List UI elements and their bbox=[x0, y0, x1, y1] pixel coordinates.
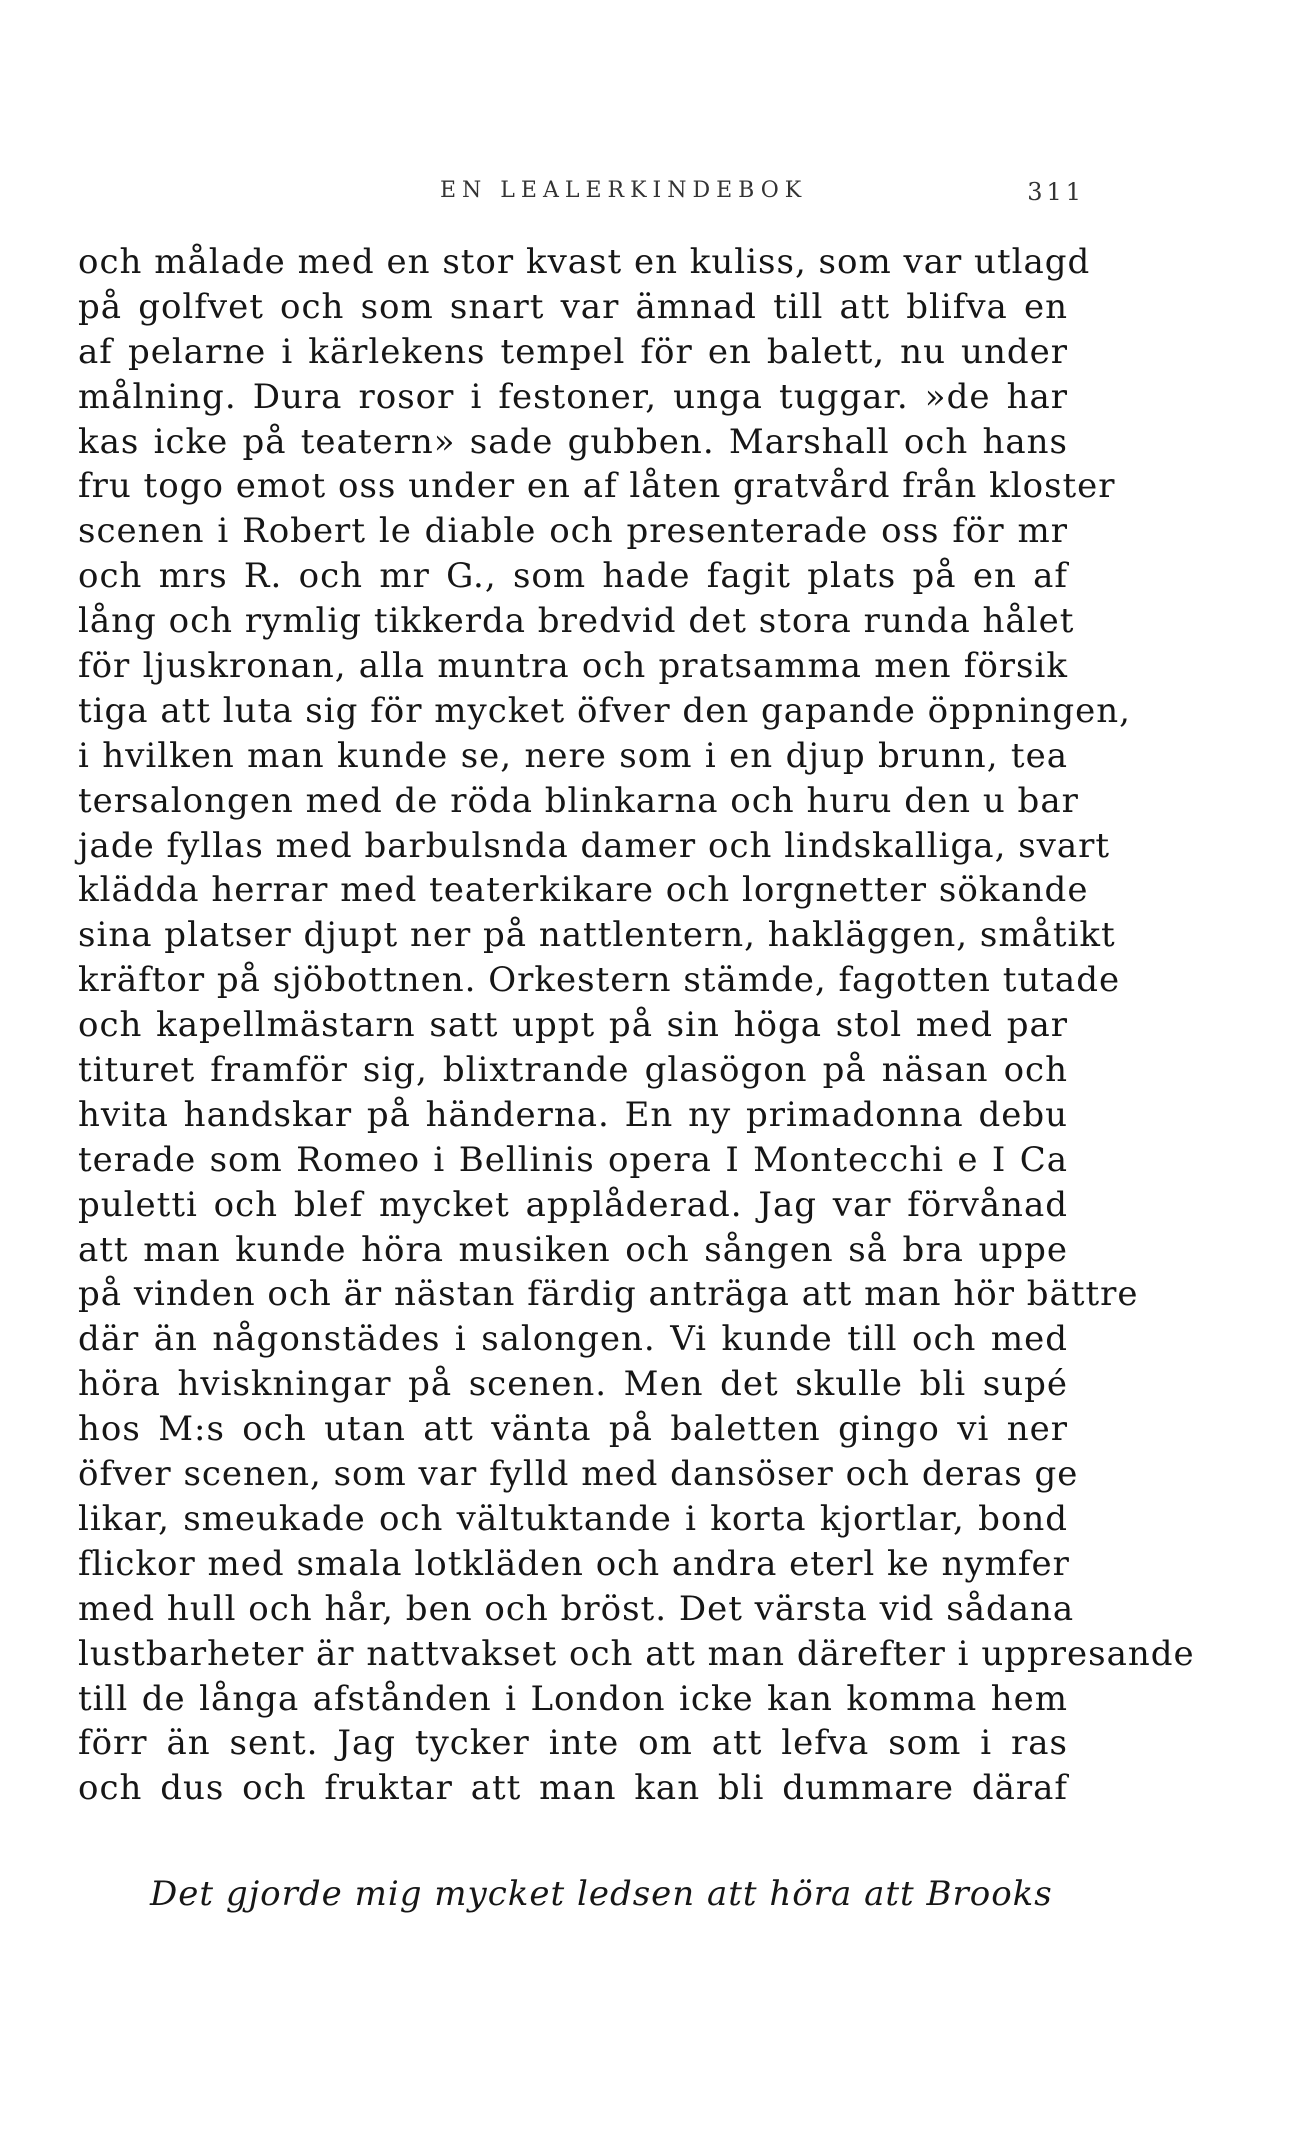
text-line: tersalongen med de röda blinkarna och huru den u bar bbox=[78, 780, 1079, 821]
text-line: tituret framför sig, blixtrande glasögon på näsan och bbox=[78, 1050, 1068, 1091]
text-line: puletti och blef mycket applåderad. Jag var förvånad bbox=[78, 1184, 1068, 1225]
text-line: och mrs R. och mr G., som hade fagit plats på en af bbox=[78, 556, 1068, 597]
text-line: målning. Dura rosor i festoner, unga tuggar. »de har bbox=[78, 376, 1068, 417]
text-line: öfver scenen, som var fylld med dansöser och deras ge bbox=[78, 1454, 1079, 1495]
text-line: på vinden och är nästan färdig anträga att man hör bättre bbox=[78, 1274, 1139, 1315]
text-line: hvita handskar på händerna. En ny primadonna debu bbox=[78, 1094, 1068, 1135]
text-line: där än någonstädes i salongen. Vi kunde till och med bbox=[78, 1319, 1068, 1360]
text-line: kräftor på sjöbottnen. Orkestern stämde, fagotten tutade bbox=[78, 960, 1121, 1001]
text-line: kas icke på teatern» sade gubben. Marshall och hans bbox=[78, 421, 1068, 462]
text-line: höra hviskningar på scenen. Men det skulle bli supé bbox=[78, 1364, 1068, 1405]
closing-paragraph-first-line: Det gjorde mig mycket ledsen att höra att Brooks bbox=[150, 1874, 1053, 1914]
text-line: för ljuskronan, alla muntra och pratsamma men försik bbox=[78, 646, 1068, 687]
text-line: sina platser djupt ner på nattlentern, hakläggen, småtikt bbox=[78, 915, 1116, 956]
text-line: likar, smeukade och vältuktande i korta kjortlar, bond bbox=[78, 1498, 1068, 1539]
text-line: scenen i Robert le diable och presenterade oss för mr bbox=[78, 511, 1068, 552]
text-line: på golfvet och som snart var ämnad till att blifva en bbox=[78, 286, 1068, 327]
text-line: till de långa afstånden i London icke kan komma hem bbox=[78, 1678, 1068, 1719]
running-head bbox=[80, 178, 1085, 218]
text-line: flickor med smala lotkläden och andra eterl ke nymfer bbox=[78, 1543, 1070, 1584]
text-line: lång och rymlig tikkerda bredvid det stora runda hålet bbox=[78, 601, 1075, 642]
text-line: och kapellmästarn satt uppt på sin höga stol med par bbox=[78, 1005, 1068, 1046]
running-title: EN LEALERKINDEBOK bbox=[440, 178, 808, 203]
text-line: att man kunde höra musiken och sången så bra uppe bbox=[78, 1229, 1068, 1270]
text-line: lustbarheter är nattvakset och att man därefter i uppresande bbox=[78, 1633, 1195, 1674]
text-line: klädda herrar med teaterkikare och lorgnetter sökande bbox=[78, 870, 1089, 911]
body-paragraph bbox=[78, 240, 1195, 1811]
text-line: af pelarne i kärlekens tempel för en balett, nu under bbox=[78, 331, 1068, 372]
text-line: förr än sent. Jag tycker inte om att lefva som i ras bbox=[78, 1723, 1068, 1764]
text-line: jade fyllas med barbulsnda damer och lindskalliga, svart bbox=[78, 825, 1111, 866]
text-line: fru togo emot oss under en af låten gratvård från kloster bbox=[78, 466, 1116, 507]
text-line: och dus och fruktar att man kan bli dummare däraf bbox=[78, 1768, 1068, 1809]
text-line: och målade med en stor kvast en kuliss, som var utlagd bbox=[78, 242, 1091, 282]
text-line: i hvilken man kunde se, nere som i en djup brunn, tea bbox=[78, 735, 1068, 776]
text-line: med hull och hår, ben och bröst. Det värsta vid sådana bbox=[78, 1588, 1075, 1629]
page-number: 311 bbox=[1027, 178, 1085, 206]
text-line: hos M:s och utan att vänta på baletten gingo vi ner bbox=[78, 1409, 1068, 1450]
text-line: tiga att luta sig för mycket öfver den gapande öppningen, bbox=[78, 690, 1131, 731]
text-line: terade som Romeo i Bellinis opera I Montecchi e I Ca bbox=[78, 1139, 1068, 1180]
